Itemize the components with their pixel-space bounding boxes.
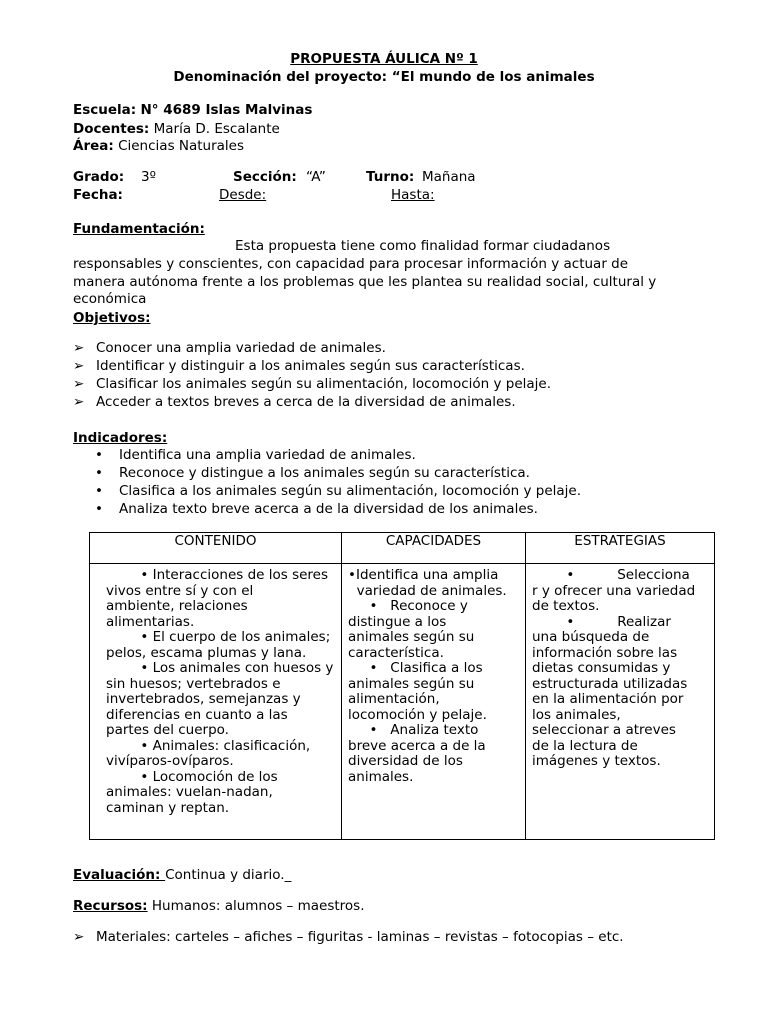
area-label: Área: bbox=[73, 138, 114, 154]
cell-line: breve acerca a de la bbox=[348, 737, 486, 754]
cell-line: • Animales: clasificación, bbox=[106, 737, 311, 754]
list-item bbox=[73, 500, 581, 518]
cell-line: información sobre las bbox=[532, 644, 678, 661]
area-line bbox=[73, 137, 244, 155]
bullet-icon: • bbox=[95, 501, 103, 517]
list-item bbox=[73, 393, 551, 411]
cell-line: diversidad de los bbox=[348, 753, 463, 769]
header-contenido: CONTENIDO bbox=[90, 533, 342, 564]
objective-text: Identificar y distinguir a los animales según sus características. bbox=[96, 358, 525, 374]
date-label: Fecha: bbox=[73, 187, 123, 203]
cell-line: característica. bbox=[348, 644, 444, 661]
cell-line: • Clasifica a los bbox=[348, 660, 483, 676]
indicator-text: Analiza texto breve acerca a de la diversidad de los animales. bbox=[119, 501, 538, 517]
list-item bbox=[73, 464, 581, 482]
cell-line: vivos entre sí y con el bbox=[106, 582, 254, 599]
cell-line: r y ofrecer una variedad bbox=[532, 582, 696, 599]
grade-label: Grado: bbox=[73, 169, 125, 185]
table-header-row bbox=[90, 533, 715, 564]
contenido-cell bbox=[90, 564, 342, 840]
cell-line: distingue a los bbox=[348, 613, 447, 630]
contenido-lines bbox=[96, 566, 335, 816]
indicator-text: Reconoce y distingue a los animales según su característica. bbox=[119, 465, 530, 481]
cell-line: sin huesos; vertebrados e bbox=[106, 675, 281, 692]
estrategias-lines bbox=[532, 566, 708, 770]
cell-line: en la alimentación por bbox=[532, 691, 684, 707]
resources-value: Humanos: alumnos – maestros. bbox=[147, 898, 365, 914]
school-label: Escuela: bbox=[73, 102, 137, 118]
cell-line: animales según su bbox=[348, 629, 475, 645]
evaluation-value: Continua y diario. bbox=[165, 867, 285, 883]
cell-line: estructurada utilizadas bbox=[532, 675, 688, 692]
objective-text: Acceder a textos breves a cerca de la diversidad de animales. bbox=[96, 394, 516, 410]
objective-text: Clasificar los animales según su alimentación, locomoción y pelaje. bbox=[96, 376, 552, 392]
cell-line: imágenes y textos. bbox=[532, 753, 661, 769]
indicator-text: Identifica una amplia variedad de animales. bbox=[119, 447, 416, 463]
table-row bbox=[90, 564, 715, 840]
indicators-list bbox=[73, 446, 581, 518]
evaluation-line bbox=[73, 866, 291, 884]
cell-line: caminan y reptan. bbox=[106, 799, 230, 816]
list-item bbox=[73, 375, 551, 393]
bullet-icon: • bbox=[95, 465, 103, 481]
arrow-bullet-icon: ➢ bbox=[73, 929, 85, 945]
teachers-value: María D. Escalante bbox=[153, 121, 280, 137]
list-item bbox=[73, 357, 551, 375]
cell-line: partes del cuerpo. bbox=[106, 722, 229, 738]
teachers-label: Docentes: bbox=[73, 121, 150, 137]
to-label: Hasta: bbox=[391, 187, 435, 203]
materials-text: Materiales: carteles – afiches – figuritas - laminas – revistas – fotocopias – etc. bbox=[96, 929, 624, 945]
area-value: Ciencias Naturales bbox=[118, 138, 245, 154]
indicators-heading: Indicadores: bbox=[73, 430, 168, 446]
cell-line: de textos. bbox=[532, 598, 600, 614]
capacidades-lines bbox=[348, 566, 519, 785]
cell-line: • Realizar bbox=[532, 613, 671, 630]
document-title: PROPUESTA ÁULICA Nº 1 bbox=[290, 51, 478, 67]
cell-line: • El cuerpo de los animales; bbox=[106, 629, 331, 645]
cell-line: • Analiza texto bbox=[348, 722, 479, 738]
cell-line: locomoción y pelaje. bbox=[348, 706, 487, 723]
cell-line: alimentación, bbox=[348, 691, 440, 707]
evaluation-trail: _ bbox=[284, 867, 292, 883]
list-item bbox=[73, 482, 581, 500]
grade-value: 3º bbox=[141, 169, 156, 185]
list-item bbox=[73, 339, 551, 357]
header-estrategias: ESTRATEGIAS bbox=[526, 533, 715, 564]
planning-table bbox=[89, 532, 715, 840]
bullet-icon: • bbox=[95, 483, 103, 499]
cell-line: pelos, escama plumas y lana. bbox=[106, 644, 307, 661]
rationale-line: económica bbox=[73, 291, 147, 307]
estrategias-cell bbox=[526, 564, 715, 840]
cell-line: • Interacciones de los seres bbox=[106, 567, 329, 583]
cell-line: animales: vuelan-nadan, bbox=[106, 784, 273, 800]
rationale-heading: Fundamentación: bbox=[73, 221, 205, 237]
arrow-bullet-icon: ➢ bbox=[73, 376, 85, 392]
materials-line bbox=[73, 928, 624, 946]
cell-line: • Los animales con huesos y bbox=[106, 660, 334, 676]
rationale-line: responsables y conscientes, con capacidad para procesar información y actuar de bbox=[73, 256, 629, 272]
objectives-list bbox=[73, 339, 551, 411]
cell-line: •Identifica una amplia bbox=[348, 567, 499, 583]
teachers-line bbox=[73, 120, 280, 138]
cell-line: animales. bbox=[348, 768, 414, 785]
project-name: Denominación del proyecto: “El mundo de los animales bbox=[173, 69, 595, 85]
capacidades-cell bbox=[342, 564, 526, 840]
cell-line: variedad de animales. bbox=[348, 582, 507, 599]
school-value: N° 4689 Islas Malvinas bbox=[140, 102, 313, 118]
cell-line: • Reconoce y bbox=[348, 598, 468, 614]
rationale-text bbox=[73, 237, 713, 307]
cell-line: ambiente, relaciones bbox=[106, 598, 248, 614]
school-line bbox=[73, 101, 312, 119]
header-capacidades: CAPACIDADES bbox=[342, 533, 526, 564]
cell-line: dietas consumidas y bbox=[532, 660, 671, 676]
section-value: “A” bbox=[306, 169, 326, 185]
cell-line: los animales, bbox=[532, 706, 621, 723]
cell-line: una búsqueda de bbox=[532, 629, 650, 645]
cell-line: vivíparos-ovíparos. bbox=[106, 753, 234, 769]
bullet-icon: • bbox=[95, 447, 103, 463]
rationale-line: manera autónoma frente a los problemas que les plantea su realidad social, cultural y bbox=[73, 274, 657, 290]
indicator-text: Clasifica a los animales según su alimentación, locomoción y pelaje. bbox=[119, 483, 582, 499]
cell-line: diferencias en cuanto a las bbox=[106, 706, 288, 723]
shift-value: Mañana bbox=[422, 169, 476, 185]
objective-text: Conocer una amplia variedad de animales. bbox=[96, 340, 386, 356]
cell-line: de la lectura de bbox=[532, 737, 638, 754]
cell-line: alimentarias. bbox=[106, 613, 195, 630]
shift-label: Turno: bbox=[366, 169, 415, 185]
cell-line: invertebrados, semejanzas y bbox=[106, 691, 301, 707]
evaluation-label: Evaluación: bbox=[73, 867, 166, 883]
cell-line: animales según su bbox=[348, 675, 475, 692]
list-item bbox=[73, 446, 581, 464]
from-label: Desde: bbox=[219, 187, 267, 203]
rationale-line: Esta propuesta tiene como finalidad formar ciudadanos bbox=[235, 238, 611, 254]
cell-line: • Locomoción de los bbox=[106, 768, 278, 785]
cell-line: • Selecciona bbox=[532, 567, 690, 583]
cell-line: seleccionar a atreves bbox=[532, 722, 676, 738]
section-label: Sección: bbox=[233, 169, 297, 185]
objectives-heading: Objetivos: bbox=[73, 310, 151, 326]
resources-line bbox=[73, 897, 365, 915]
arrow-bullet-icon: ➢ bbox=[73, 340, 85, 356]
arrow-bullet-icon: ➢ bbox=[73, 358, 85, 374]
resources-label: Recursos: bbox=[73, 898, 148, 914]
arrow-bullet-icon: ➢ bbox=[73, 394, 85, 410]
